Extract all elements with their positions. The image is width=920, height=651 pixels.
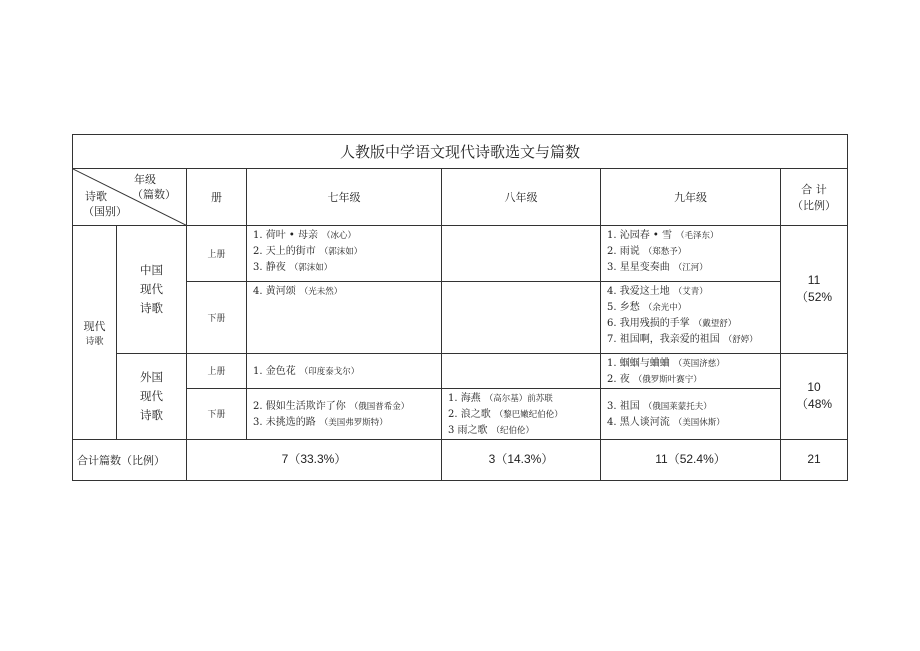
poem-item: 1. 海燕 （高尔基）前苏联	[448, 392, 553, 404]
poem-item: 3. 祖国 （俄国莱蒙托夫）	[607, 400, 712, 412]
foreign-label-1: 外国	[140, 369, 163, 384]
volume-lower: 下册	[187, 388, 247, 439]
china-upper-g9	[601, 226, 781, 282]
diagonal-header-cell	[73, 169, 187, 226]
poem-item: 3. 星星变奏曲 （江河）	[607, 262, 708, 274]
volume-header: 册	[187, 169, 247, 226]
volume-lower: 下册	[187, 282, 247, 353]
poem-item: 7. 祖国啊，我亲爱的祖国 （舒婷）	[607, 334, 758, 346]
poem-item: 2. 天上的街市 （郭沫如）	[253, 246, 363, 258]
foreign-lower-g8	[442, 388, 601, 439]
poem-item: 1. 沁园春 • 雪 （毛泽东）	[607, 230, 719, 242]
foreign-total-ratio: （48%	[796, 397, 833, 412]
poem-item: 1. 金色花 （印度泰戈尔）	[253, 365, 360, 377]
foreign-upper-g9	[601, 353, 781, 388]
poem-item: 2. 浪之歌 （黎巴嫩纪伯伦）	[448, 408, 563, 420]
poem-item: 6. 我用残损的手掌 （戴望舒）	[607, 318, 737, 330]
poem-item: 3 雨之歌 （纪伯伦）	[448, 424, 535, 436]
total-header	[781, 169, 848, 226]
poem-item: 4. 黑人谈河流 （美国休斯）	[607, 416, 725, 428]
table-title: 人教版中学语文现代诗歌选文与篇数	[73, 135, 848, 169]
foreign-modern-poetry-cell	[117, 353, 187, 439]
foreign-lower-g9	[601, 388, 781, 439]
volume-upper: 上册	[187, 226, 247, 282]
grade9-header: 九年级	[601, 169, 781, 226]
ratio-label: （比例）	[792, 199, 837, 213]
china-lower-g8	[442, 282, 601, 353]
grade7-header: 七年级	[247, 169, 442, 226]
china-lower-g9	[601, 282, 781, 353]
china-modern-poetry-cell	[117, 226, 187, 353]
foreign-total-cell	[781, 353, 848, 439]
poem-item: 4. 我爱这土地 （艾青）	[607, 286, 708, 298]
totals-all: 21	[781, 439, 848, 480]
modern-poetry-label: 诗歌	[85, 337, 104, 348]
poem-item: 1. 蝈蝈与蛐蛐 （英国济慈）	[607, 357, 725, 369]
poem-item: 1. 荷叶 • 母亲 （冰心）	[253, 230, 356, 242]
china-total-cell	[781, 226, 848, 353]
foreign-upper-g8	[442, 353, 601, 388]
foreign-upper-g7	[247, 353, 442, 388]
china-upper-g7	[247, 226, 442, 282]
count-label: （篇数）	[132, 188, 176, 202]
grade8-header: 八年级	[442, 169, 601, 226]
country-label: （国别）	[83, 205, 127, 219]
poetry-label: 诗歌	[85, 190, 107, 204]
totals-g9: 11（52.4%）	[601, 439, 781, 480]
grade-label: 年级	[134, 173, 156, 187]
foreign-label-2: 现代	[140, 388, 163, 403]
totals-g7: 7（33.3%）	[187, 439, 442, 480]
poem-item: 2. 夜 （俄罗斯叶赛宁）	[607, 373, 702, 385]
poem-item: 2. 雨说 （郑愁予）	[607, 246, 687, 258]
poetry-table	[72, 134, 848, 481]
china-total-ratio: （52%	[796, 290, 833, 305]
totals-g8: 3（14.3%）	[442, 439, 601, 480]
foreign-label-3: 诗歌	[140, 407, 163, 422]
china-label-1: 中国	[140, 262, 163, 277]
poem-item: 3. 未挑选的路 （美国弗罗斯特）	[253, 416, 388, 428]
china-label-3: 诗歌	[140, 300, 163, 315]
china-total-count: 11	[807, 273, 821, 288]
foreign-lower-g7	[247, 388, 442, 439]
poem-item: 3. 静夜 （郭沫如）	[253, 262, 333, 274]
poem-item: 2. 假如生活欺诈了你 （俄国普希金）	[253, 400, 410, 412]
china-upper-g8	[442, 226, 601, 282]
totals-label: 合计篇数（比例）	[73, 439, 187, 480]
poem-item: 5. 乡愁 （余光中）	[607, 302, 687, 314]
foreign-total-count: 10	[807, 380, 821, 395]
volume-upper: 上册	[187, 353, 247, 388]
china-lower-g7	[247, 282, 442, 353]
modern-label: 现代	[83, 320, 106, 334]
china-label-2: 现代	[140, 281, 163, 296]
poem-item: 4. 黄河颂 （光未然）	[253, 286, 343, 298]
modern-poetry-cell	[73, 226, 117, 440]
total-label: 合 计	[801, 183, 827, 197]
